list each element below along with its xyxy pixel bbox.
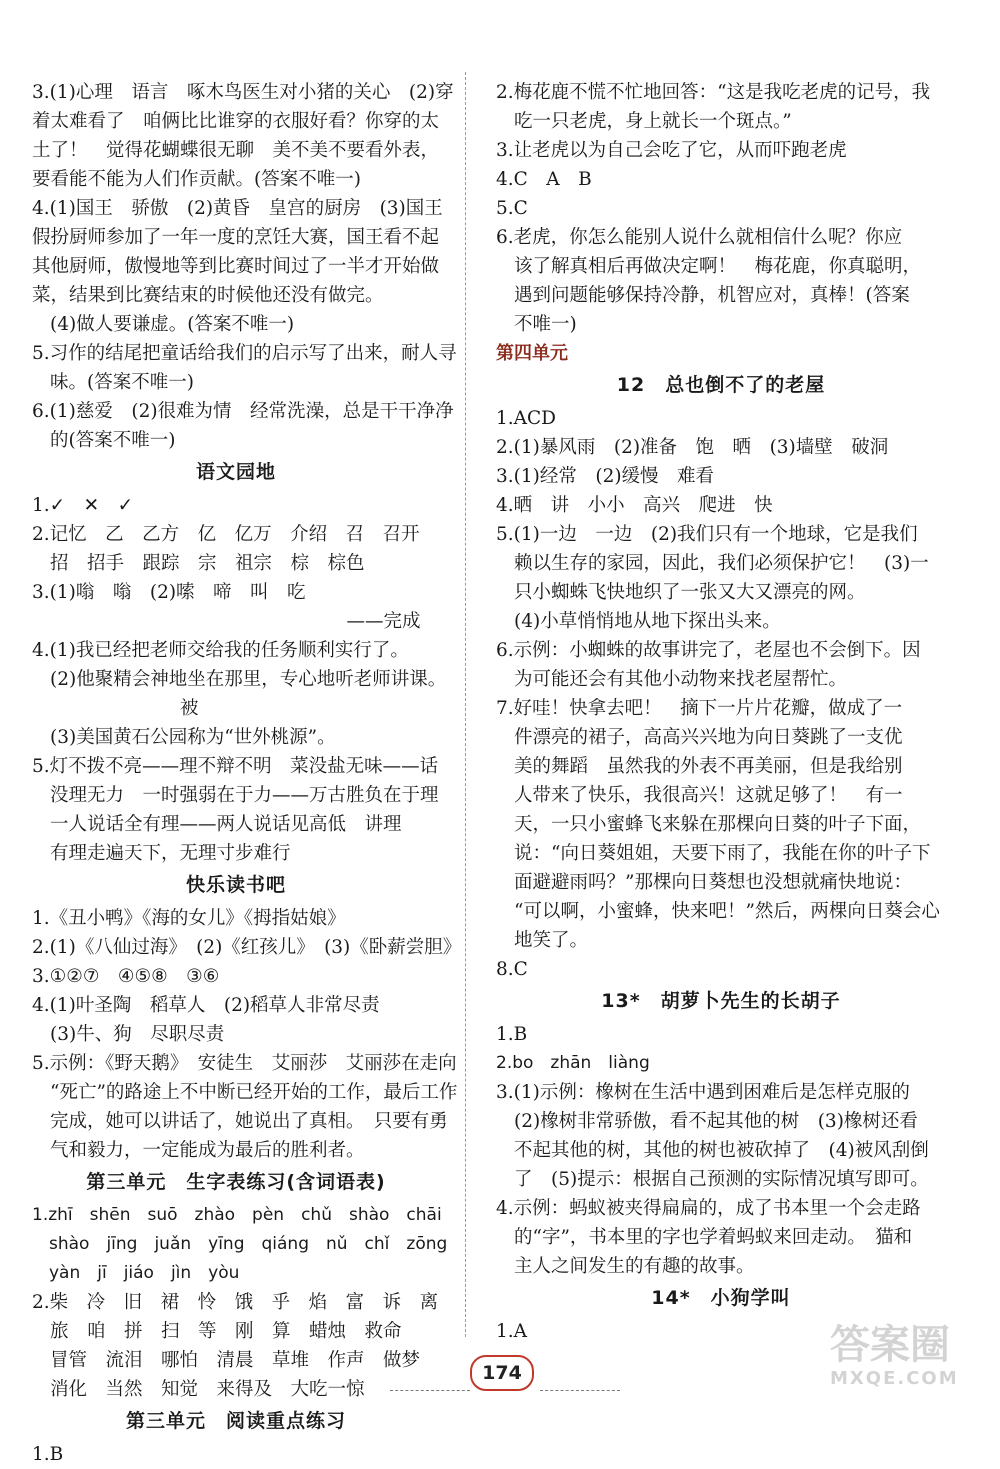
answer-line: 的(答案不唯一) [50, 430, 176, 451]
answer-line: 不起其他的树，其他的树也被砍掉了 (4)被风刮倒 [514, 1140, 929, 1161]
section-heading: 13* 胡萝卜先生的长胡子 [601, 990, 841, 1012]
answer-line: 4.(1)叶圣陶 稻草人 (2)稻草人非常尽责 [32, 995, 380, 1016]
answer-line: 3.(1)嗡 嗡 (2)嗦 啼 叫 吃 [32, 582, 306, 603]
unit-heading: 第四单元 [496, 343, 568, 364]
answer-line: 遇到问题能够保持冷静，机智应对，真棒！(答案 [514, 285, 910, 306]
answer-line: 招 招手 跟踪 宗 祖宗 棕 棕色 [50, 553, 365, 574]
answer-line: (2)橡树非常骄傲，看不起其他的树 (3)橡树还看 [514, 1111, 918, 1132]
answer-line: 5.示例：《野天鹅》 安徒生 艾丽莎 艾丽莎在走向 [32, 1053, 457, 1074]
answer-line: 2.柴 冷 旧 裙 怜 饿 乎 焰 富 诉 离 [32, 1292, 439, 1313]
answer-line: (4)做人要谦虚。(答案不唯一) [50, 314, 295, 335]
answer-line: 主人之间发生的有趣的故事。 [514, 1256, 755, 1277]
answer-line: 完成，她可以讲话了，她说出了真相。 只要有勇 [50, 1111, 448, 1132]
section-heading: 12 总也倒不了的老屋 [616, 374, 826, 396]
answer-line: 3.(1)心理 语言 啄木鸟医生对小猪的关心 (2)穿 [32, 82, 454, 103]
answer-line: 有理走遍天下，无理寸步难行 [50, 843, 291, 864]
answer-line: 4.晒 讲 小小 高兴 爬进 快 [496, 495, 773, 516]
answer-line: 其他厨师，傲慢地等到比赛时间过了一半才开始做 [32, 256, 440, 277]
answer-line: 冒管 流泪 哪怕 清晨 草堆 作声 做梦 [50, 1350, 421, 1371]
answer-line: 只小蜘蛛飞快地织了一张又大又漂亮的网。 [514, 582, 866, 603]
pinyin-line: 1.zhī shēn suō zhào pèn chǔ shào chāi [32, 1205, 442, 1225]
answer-line: 没理无力 一时强弱在于力——万古胜负在于理 [50, 785, 439, 806]
answer-line: 说：“向日葵姐姐，天要下雨了，我能在你的叶子下 [514, 843, 931, 864]
answer-line: 了 (5)提示：根据自己预测的实际情况填写即可。 [514, 1169, 929, 1190]
answer-line: 1.A [496, 1321, 528, 1342]
answer-line: 人带来了快乐，我很高兴！这就足够了！ 有一 [514, 785, 903, 806]
answer-line: 面避避雨吗？”那棵向日葵想也没想就痛快地说： [514, 872, 912, 893]
answer-line: 2.(1)《八仙过海》 (2)《红孩儿》 (3)《卧薪尝胆》 [32, 937, 462, 958]
answer-line: 土了！ 觉得花蝴蝶很无聊 美不美不要看外表， [32, 140, 440, 161]
answer-line: “死亡”的路途上不中断已经开始的工作，最后工作 [50, 1082, 458, 1103]
answer-line: 8.C [496, 959, 528, 980]
answer-line: 为可能还会有其他小动物来找老屋帮忙。 [514, 669, 848, 690]
answer-line: (3)牛、狗 尽职尽责 [50, 1024, 225, 1045]
section-heading: 语文园地 [195, 461, 276, 483]
answer-line: 件漂亮的裙子，高高兴兴地为向日葵跳了一支优 [514, 727, 903, 748]
answer-line: 美的舞蹈 虽然我的外表不再美丽，但是我给别 [514, 756, 903, 777]
pinyin-line: yàn jī jiáo jìn yòu [32, 1263, 240, 1283]
footer-rule-left [390, 1390, 470, 1391]
answer-line: 地笑了。 [514, 930, 589, 951]
answer-line: 5.灯不拨不亮——理不辩不明 菜没盐无味——话 [32, 756, 439, 777]
column-divider [465, 72, 466, 1337]
answer-line: 5.C [496, 198, 528, 219]
answer-line: 6.(1)慈爱 (2)很难为情 经常洗澡，总是干干净净 [32, 401, 454, 422]
answer-line: 4.C A B [496, 169, 592, 190]
answer-line: 旅 咱 拼 扫 等 刚 算 蜡烛 救命 [50, 1321, 402, 1342]
answer-line: 3.(1)示例：橡树在生活中遇到困难后是怎样克服的 [496, 1082, 910, 1103]
answer-line: 7.好哇！快拿去吧！ 摘下一片片花瓣，做成了一 [496, 698, 903, 719]
answer-line: 不唯一) [514, 314, 577, 335]
answer-line: 4.(1)国王 骄傲 (2)黄昏 皇宫的厨房 (3)国王 [32, 198, 443, 219]
pinyin-line: shào jīng juǎn yīng qiáng nǔ chǐ zōng [32, 1234, 448, 1254]
pinyin-line: 2.bo zhān liàng [496, 1053, 650, 1073]
watermark-logo [830, 1322, 990, 1410]
answer-line: 一人说话全有理——两人说话见高低 讲理 [50, 814, 402, 835]
watermark-url: MXQE.COM [830, 1368, 959, 1389]
answer-line: 5.习作的结尾把童话给我们的启示写了出来，耐人寻 [32, 343, 457, 364]
answer-line: 吃一只老虎，身上就长一个斑点。” [514, 111, 792, 132]
answer-line: “可以啊，小蜜蜂，快来吧！”然后，两棵向日葵会心 [514, 901, 940, 922]
answer-line: 1.B [32, 1444, 64, 1465]
answer-line: 2.(1)暴风雨 (2)准备 饱 晒 (3)墙壁 破洞 [496, 437, 889, 458]
answer-line: 1.ACD [496, 408, 556, 429]
answer-line: 4.示例：蚂蚁被夹得扁扁的，成了书本里一个会走路 [496, 1198, 921, 1219]
answer-line: 着太难看了 咱俩比比谁穿的衣服好看？你穿的太 [32, 111, 440, 132]
watermark-title: 答案圈 [830, 1322, 950, 1368]
answer-line: ——完成 [32, 611, 421, 632]
answer-line: (3)美国黄石公园称为“世外桃源”。 [50, 727, 336, 748]
page-number: 174 [470, 1355, 534, 1391]
answer-line: 被 [32, 698, 199, 719]
answer-line: 味。(答案不唯一) [50, 372, 194, 393]
answer-line: 1.《丑小鸭》《海的女儿》《拇指姑娘》 [32, 908, 346, 929]
section-heading: 14* 小狗学叫 [651, 1287, 791, 1309]
answer-line: 2.记忆 乙 乙方 亿 亿万 介绍 召 召开 [32, 524, 420, 545]
answer-line: 3.①②⑦ ④⑤⑧ ③⑥ [32, 966, 220, 987]
answer-line: 气和毅力，一定能成为最后的胜利者。 [50, 1140, 365, 1161]
right-column [496, 78, 946, 1346]
answer-line: 的“字”，书本里的字也学着蚂蚁来回走动。 猫和 [514, 1227, 913, 1248]
answer-line: 5.(1)一边 一边 (2)我们只有一个地球，它是我们 [496, 524, 918, 545]
answer-line: 消化 当然 知觉 来得及 大吃一惊 [50, 1379, 365, 1400]
answer-line: 天，一只小蜜蜂飞来躲在那棵向日葵的叶子下面， [514, 814, 922, 835]
answer-line: (4)小草悄悄地从地下探出头来。 [514, 611, 781, 632]
answer-line: 假扮厨师参加了一年一度的烹饪大赛，国王看不起 [32, 227, 440, 248]
answer-line: 6.老虎，你怎么能别人说什么就相信什么呢？你应 [496, 227, 903, 248]
answer-line: 2.梅花鹿不慌不忙地回答：“这是我吃老虎的记号，我 [496, 82, 931, 103]
answer-line: 该了解真相后再做决定啊！ 梅花鹿，你真聪明， [514, 256, 922, 277]
answer-line: 3.让老虎以为自己会吃了它，从而吓跑老虎 [496, 140, 847, 161]
answer-line: 菜，结果到比赛结束的时候他还没有做完。 [32, 285, 384, 306]
section-heading: 第三单元 阅读重点练习 [125, 1410, 346, 1432]
footer-rule-right [540, 1390, 620, 1391]
answer-line: 1.B [496, 1024, 528, 1045]
section-heading: 快乐读书吧 [185, 874, 286, 896]
answer-line: 3.(1)经常 (2)缓慢 难看 [496, 466, 715, 487]
answer-line: 赖以生存的家园，因此，我们必须保护它！ (3)一 [514, 553, 929, 574]
answer-line: 1.✓ ✕ ✓ [32, 495, 134, 516]
section-heading: 第三单元 生字表练习(含词语表) [86, 1171, 386, 1193]
answer-line: 4.(1)我已经把老师交给我的任务顺利实行了。 [32, 640, 409, 661]
answer-line: 要看能不能为人们作贡献。(答案不唯一) [32, 169, 361, 190]
left-column [32, 78, 462, 1469]
answer-line: 6.示例：小蜘蛛的故事讲完了，老屋也不会倒下。因 [496, 640, 921, 661]
answer-line: (2)他聚精会神地坐在那里，专心地听老师讲课。 [50, 669, 447, 690]
